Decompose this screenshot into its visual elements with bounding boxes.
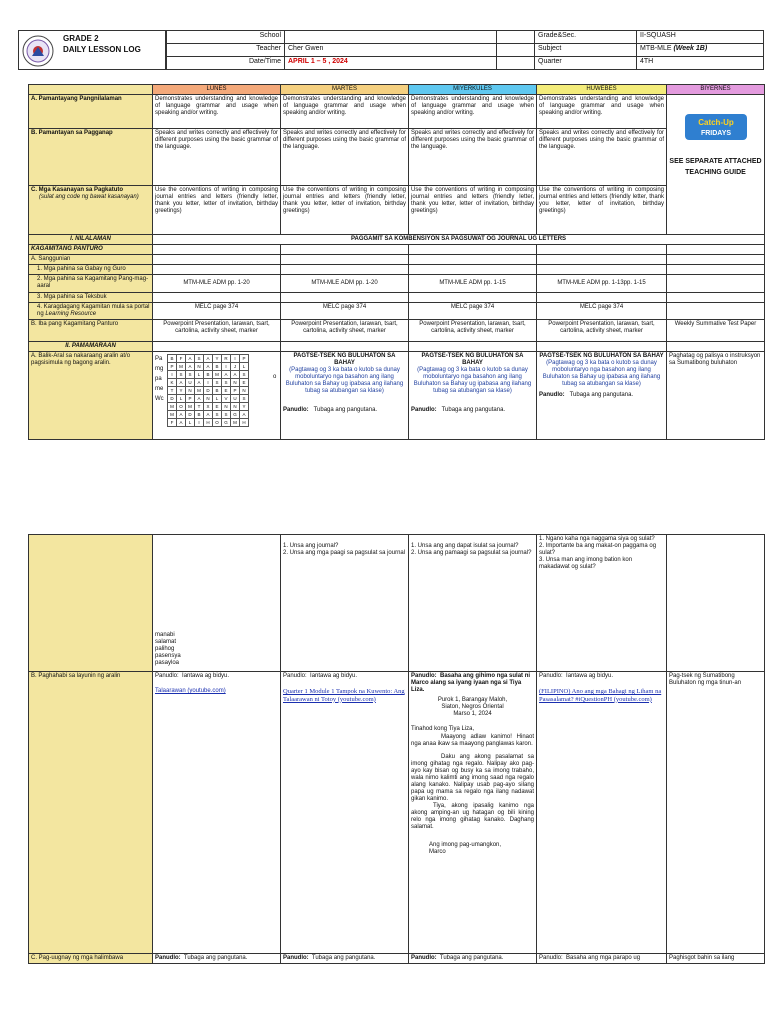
wordsearch-letter: X: [204, 402, 213, 410]
wordsearch-letter: N: [186, 386, 195, 394]
pagtse-thu: PAGTSE-TSEK NG BULUHATON SA BAHAY (Pagtawag og 3 ka bata o kutob sa dunay moboluntaryo nga basahon ang ilang Buluhaton sa Bahay ug ipabasa ang ilahang tubag sa atubangan sa klase) Panudlo: Tubaga ang pangutana.: [537, 351, 667, 439]
wordsearch-row: [168, 394, 249, 402]
pag-uugnay-fri: Paghisgot bahin sa ilang: [667, 954, 765, 964]
day-header-biyernes: BIYERNES: [667, 85, 765, 95]
wordsearch-letter: P: [231, 386, 240, 394]
wordsearch-letter: H: [204, 418, 213, 426]
wordsearch-letter: T: [195, 402, 204, 410]
wordsearch-row: [168, 354, 249, 362]
wordsearch-letter: B: [195, 410, 204, 418]
adm-ref-tue: MTM-MLE ADM pp. 1-20: [281, 275, 409, 292]
melc-tue: MELC page 374: [281, 302, 409, 319]
date-value: APRIL 1 – 5 , 2024: [285, 57, 497, 70]
wordsearch-letter: M: [177, 362, 186, 370]
wordsearch-letter: D: [168, 394, 177, 402]
materials-fri: Weekly Summative Test Paper: [667, 319, 765, 341]
teacher-value: Cher Gwen: [285, 44, 497, 57]
friday-catchup-cell: [667, 95, 765, 235]
materials-mon: Powerpoint Presentation, larawan, tsart, cartolina, activity sheet, marker: [153, 319, 281, 341]
wordsearch-letter: A: [222, 370, 231, 378]
materials-thu: Powerpoint Presentation, larawan, tsart, cartolina, activity sheet, marker: [537, 319, 667, 341]
melc-thu: MELC page 374: [537, 302, 667, 319]
day-header-martes: MARTES: [281, 85, 409, 95]
subject-value: MTB-MLE (Week 1B): [637, 44, 764, 57]
deped-seal-icon: [22, 35, 54, 67]
wordsearch-letter: I: [231, 354, 240, 362]
wordsearch-letter: A: [177, 410, 186, 418]
wordsearch-letter: Y: [213, 354, 222, 362]
competency-thu: Use the conventions of writing in composing journal entries and letters (friendly letter, thank you letter, letter of invitation, birthday greetings): [537, 186, 667, 235]
performance-standard-wed: Speaks and writes correctly and effectively for different purposes using the basic grammar of the language.: [409, 129, 537, 186]
school-label: School: [167, 31, 285, 44]
wordsearch-letter: I: [168, 370, 177, 378]
content-standard-thu: Demonstrates understanding and knowledge of language grammar and usage when speaking and/or writing.: [537, 95, 667, 129]
wordsearch-letter: F: [168, 418, 177, 426]
adm-ref-wed: MTM-MLE ADM pp. 1-15: [409, 275, 537, 292]
pag-uugnay-wed: Panudlo: Tubaga ang pangutana.: [409, 954, 537, 964]
subject-label: Subject: [535, 44, 637, 57]
wordsearch-letter: S: [222, 410, 231, 418]
wordsearch-letter: S: [213, 378, 222, 386]
day-header-miyerkules: MIYERKULES: [409, 85, 537, 95]
questions-tue: 1. Unsa ang journal? 2. Unsa ang mga paagi sa pagsulat sa journal: [281, 535, 409, 672]
wordsearch-letter: E: [240, 378, 249, 386]
wordsearch-letter: L: [186, 418, 195, 426]
wordsearch-letter: A: [195, 378, 204, 386]
wordsearch-letter: R: [222, 354, 231, 362]
wordsearch-letter: G: [231, 410, 240, 418]
wordsearch-letter: B: [213, 362, 222, 370]
catch-up-fridays-logo: [684, 113, 748, 141]
wordsearch-letter: L: [195, 370, 204, 378]
see-teaching-guide-note: SEE SEPARATE ATTACHED TEACHING GUIDE: [669, 158, 762, 177]
paghahabi-fri: Pag-tsek ng Sumatibong Buluhaton ng mga tinun-an: [667, 672, 765, 954]
paghahabi-tue: Panudlo: Iantawa ag bidyu. Quarter 1 Module 1 Tampok na Kuwento: Ang Talaarawan ni Totoy (youtube.com): [281, 672, 409, 954]
wordsearch-letter: L: [240, 362, 249, 370]
pag-uugnay-mon: Panudlo: Tubaga ang pangutana.: [153, 954, 281, 964]
wordsearch-letter: P: [186, 394, 195, 402]
video-link-tampok-na-kuwento[interactable]: Quarter 1 Module 1 Tampok na Kuwento: Ang Talaarawan ni Totoy (youtube.com): [283, 688, 405, 703]
wordsearch-letter: P: [168, 362, 177, 370]
wordsearch-letter: A: [177, 418, 186, 426]
wordsearch-letter: H: [240, 418, 249, 426]
wordsearch-row: [168, 378, 249, 386]
quarter-label: Quarter: [535, 57, 637, 70]
row-label-sanggunian: A. Sanggunian: [29, 255, 153, 265]
melc-wed: MELC page 374: [409, 302, 537, 319]
wordsearch-letter: U: [186, 378, 195, 386]
svg-text:Catch-Up: Catch-Up: [697, 118, 734, 128]
content-standard-tue: Demonstrates understanding and knowledge of language grammar and usage when speaking and/or writing.: [281, 95, 409, 129]
date-label: Date/Time: [167, 57, 285, 70]
lesson-log-title: DAILY LESSON LOG: [63, 45, 141, 54]
content-standard-wed: Demonstrates understanding and knowledge of language grammar and usage when speaking and/or writing.: [409, 95, 537, 129]
wordsearch-letter: A: [204, 362, 213, 370]
content-standard-mon: Demonstrates understanding and knowledge of language grammar and usage when speaking and/or writing.: [153, 95, 281, 129]
wordsearch-letter: A: [204, 354, 213, 362]
competency-mon: Use the conventions of writing in composing journal entries and letters (friendly letter, thank you letter, letter of invitation, birthday greetings): [153, 186, 281, 235]
pagtse-fri: Paghatag og palisya o instruksyon sa Sumatibong buluhaton: [667, 351, 765, 439]
header-logo-box: [18, 30, 166, 70]
wordsearch-letter: O: [177, 402, 186, 410]
wordsearch-letter: J: [231, 362, 240, 370]
wordsearch-letter: S: [222, 378, 231, 386]
pag-uugnay-tue: Panudlo: Tubaga ang pangutana.: [281, 954, 409, 964]
row-label-pangnilalaman: A. Pamantayang Pangnilalaman: [29, 95, 153, 129]
row-label-teksbuk: 3. Mga pahina sa Teksbuk: [29, 292, 153, 302]
wordsearch-letter: I: [195, 418, 204, 426]
day-header-lunes: LUNES: [153, 85, 281, 95]
wordsearch-letter: M: [186, 402, 195, 410]
materials-tue: Powerpoint Presentation, larawan, tsart, cartolina, activity sheet, marker: [281, 319, 409, 341]
materials-wed: Powerpoint Presentation, larawan, tsart, cartolina, activity sheet, marker: [409, 319, 537, 341]
school-value: [285, 31, 497, 44]
wordsearch-letter: V: [222, 394, 231, 402]
day-header-huwebes: HUWEBES: [537, 85, 667, 95]
grade-title: GRADE 2: [63, 34, 99, 43]
paghahabi-wed-letter: Panudlo: Basaha ang gihimo nga sulat ni Marco alang sa iyang iyaan nga si Tiya Liza. Purok 1, Barangay Maloh, Siaton, Negros Oriental Marso 1, 2024 Tinahod kong Tiya Liza, Maayong adlaw kanimo! Hinaot nga anaa ikaw sa maayong panglawas karon. Daku ang akong pasalamat sa imong gihatag nga regalo. Nalipay ako pag-ayo kay bisan og busy ka sa imong trabaho, wala nimo kalimti ang imong saad nga regalo alang kanako. Nalipay usab pag-ayo silang papa ug mama sa regalo nga ilang nadawat gikan kanimo. Tiya, akong ipasalig kanimo nga akong amping-an ug hatagan og bili kining relo nga imong gihatag kanako. Daghang salamat. Ang imong pag-umangkon, Marco: [409, 672, 537, 954]
paghahabi-thu: Panudlo: Iantawa ag bidyu. (FILIPINO) Ano ang mga Bahagi ng Liham na Pasasalamat? #iQuestionPH (youtube.com): [537, 672, 667, 954]
wordsearch-letter: G: [222, 418, 231, 426]
pagtse-tue: PAGTSE-TSEK NG BULUHATON SA BAHAY (Pagtawag og 3 ka bata o kutob sa dunay moboluntaryo nga basahon ang ilang Buluhaton sa Bahay ug ipabasa ang ilahang tubag sa atubangan sa klase) Panudlo: Tubaga ang pangutana.: [281, 351, 409, 439]
wordsearch-letter: D: [186, 410, 195, 418]
wordsearch-letter: N: [222, 402, 231, 410]
wordsearch-letter: S: [213, 410, 222, 418]
row-label-nilalaman: I. NILALAMAN: [29, 235, 153, 245]
wordsearch-letter: I: [204, 378, 213, 386]
row-label-balik-aral: A. Balik-Aral sa nakaraang aralin at/o pagsisimula ng bagong aralin.: [29, 351, 153, 439]
wordsearch-letter: A: [231, 370, 240, 378]
wordsearch-letter: S: [240, 394, 249, 402]
performance-standard-thu: Speaks and writes correctly and effectively for different purposes using the basic grammar of the language.: [537, 129, 667, 186]
subject-week: (Week 1B): [673, 45, 708, 52]
wordsearch-letter: N: [231, 378, 240, 386]
adm-ref-thu: MTM-MLE ADM pp. 1-13pp. 1-15: [537, 275, 667, 292]
video-link-talaarawan[interactable]: Talaarawan (youtube.com): [155, 688, 226, 695]
wordsearch-letter: A: [204, 410, 213, 418]
wordsearch-letter: L: [177, 394, 186, 402]
wordsearch-letter: M: [231, 418, 240, 426]
wordsearch-letter: M: [195, 386, 204, 394]
wordsearch-letter: B: [213, 386, 222, 394]
row-label-pagganap: B. Pamantayan sa Pagganap: [29, 129, 153, 186]
row-label-paghahabi: B. Paghahabi sa layunin ng aralin: [29, 672, 153, 954]
wordsearch-letter: K: [168, 378, 177, 386]
wordsearch-row: [168, 386, 249, 394]
wordsearch-letter: M: [213, 370, 222, 378]
questions-wed: 1. Unsa ang ang dapat isulat sa journal? 2. Unsa ang pamaagi sa pagsulat sa journal?: [409, 535, 537, 672]
wordsearch-letter: O: [213, 418, 222, 426]
wordsearch-letter: M: [168, 402, 177, 410]
pagtse-wed: PAGTSE-TSEK NG BULUHATON SA BAHAY (Pagtawag og 3 ka bata o kutob sa dunay moboluntaryo nga basahon ang ilang Buluhaton sa Bahay ug ipabasa ang ilahang tubag sa atubangan sa klase) Panudlo: Tubaga ang pangutana.: [409, 351, 537, 439]
wordsearch-letter: S: [177, 370, 186, 378]
gradesec-label: Grade&Sec.: [535, 31, 637, 44]
video-link-bahagi-ng-liham[interactable]: (FILIPINO) Ano ang mga Bahagi ng Liham na Pasasalamat? #iQuestionPH (youtube.com): [539, 688, 662, 703]
paghahabi-mon: Panudlo: Iantawa ag bidyu. Talaarawan (youtube.com): [153, 672, 281, 954]
wordsearch-cell: Pa mg pa me Wc o B F A S A Y R I P P M A N A B I J L I S S L B M A A S K A U A I S S N E T Y N M D B E P N D L P A N L V U S M O M T X E N N Y M A D B A S S G A F A L I H O G M H: [153, 351, 281, 439]
wordsearch-row: [168, 370, 249, 378]
header-info-table: [166, 30, 764, 70]
wordsearch-letter: S: [186, 370, 195, 378]
melc-mon: MELC page 374: [153, 302, 281, 319]
wordsearch-letter: A: [186, 354, 195, 362]
lesson-table-page1: [28, 84, 765, 440]
pag-uugnay-thu: Panudlo: Basaha ang mga parapo ug: [537, 954, 667, 964]
wordsearch-letter: Y: [177, 386, 186, 394]
nilalaman-content: PAGGAMIT SA KOMBENSIYON SA PAGSUWAT OG JOURNAL UG LETTERS: [153, 235, 765, 245]
wordsearch-letter: N: [204, 394, 213, 402]
wordsearch-letter: S: [195, 354, 204, 362]
wordsearch-row: [168, 418, 249, 426]
teacher-label: Teacher: [167, 44, 285, 57]
wordsearch-row: [168, 362, 249, 370]
wordsearch-row: [168, 410, 249, 418]
adm-ref-mon: MTM-MLE ADM pp. 1-20: [153, 275, 281, 292]
wordsearch-letter: P: [240, 354, 249, 362]
competency-wed: Use the conventions of writing in composing journal entries and letters (friendly letter, thank you letter, letter of invitation, birthday greetings): [409, 186, 537, 235]
lesson-table-page2: [28, 534, 765, 964]
row-label-pag-uugnay: C. Pag-uugnay ng mga halimbawa: [29, 954, 153, 964]
wordsearch-letter: S: [240, 370, 249, 378]
wordsearch-letter: L: [213, 394, 222, 402]
polite-words-list: manabi salamat palihog pasensya pasayloa: [153, 535, 281, 672]
wordsearch-letter: N: [195, 362, 204, 370]
row-label-kagamitan: KAGAMITANG PANTURO: [29, 245, 153, 255]
row-label-pamamaraan: II. PAMAMARAAN: [29, 341, 153, 351]
performance-standard-mon: Speaks and writes correctly and effectively for different purposes using the basic grammar of the language.: [153, 129, 281, 186]
wordsearch-letter: M: [168, 410, 177, 418]
row-label-learning-resource: 4. Karagdagang Kagamitan mula sa portal ng Learning Resource: [29, 302, 153, 319]
wordsearch-letter: B: [168, 354, 177, 362]
wordsearch-letter: A: [195, 394, 204, 402]
wordsearch-letter: I: [222, 362, 231, 370]
row-label-gabay-guro: 1. Mga pahina sa Gabay ng Guro: [29, 265, 153, 275]
wordsearch-letter: F: [177, 354, 186, 362]
wordsearch-letter: N: [240, 386, 249, 394]
questions-thu: 1. Ngano kaha nga naggama siya og sulat? 2. Importante ba ang makat-on paggama og sulat? 3. Unsa man ang imong bation kon makadawat og sulat?: [537, 535, 667, 672]
wordsearch-letter: A: [177, 378, 186, 386]
svg-text:FRIDAYS: FRIDAYS: [700, 130, 731, 138]
wordsearch-letter: B: [204, 370, 213, 378]
wordsearch-letter: U: [231, 394, 240, 402]
quarter-value: 4TH: [637, 57, 764, 70]
wordsearch-letter: D: [204, 386, 213, 394]
wordsearch-letter: A: [186, 362, 195, 370]
wordsearch-letter: T: [168, 386, 177, 394]
performance-standard-tue: Speaks and writes correctly and effectively for different purposes using the basic grammar of the language.: [281, 129, 409, 186]
wordsearch-letter: E: [222, 386, 231, 394]
wordsearch-letter: Y: [240, 402, 249, 410]
wordsearch-grid: [167, 354, 249, 427]
gradesec-value: II-SQUASH: [637, 31, 764, 44]
row-label-kasanayan: C. Mga Kasanayan sa Pagkatuto (sulat ang code ng bawat kasanayan): [29, 186, 153, 235]
competency-tue: Use the conventions of writing in composing journal entries and letters (friendly letter, thank you letter, letter of invitation, birthday greetings): [281, 186, 409, 235]
wordsearch-row: [168, 402, 249, 410]
wordsearch-letter: E: [213, 402, 222, 410]
wordsearch-letter: A: [240, 410, 249, 418]
row-label-pang-mag-aaral: 2. Mga pahina sa Kagamitang Pang-mag-aaral: [29, 275, 153, 292]
wordsearch-side-left: Pa mg pa me Wc: [155, 355, 164, 402]
row-label-iba-pang-kagamitan: B. Iba pang Kagamitang Panturo: [29, 319, 153, 341]
wordsearch-letter: N: [231, 402, 240, 410]
